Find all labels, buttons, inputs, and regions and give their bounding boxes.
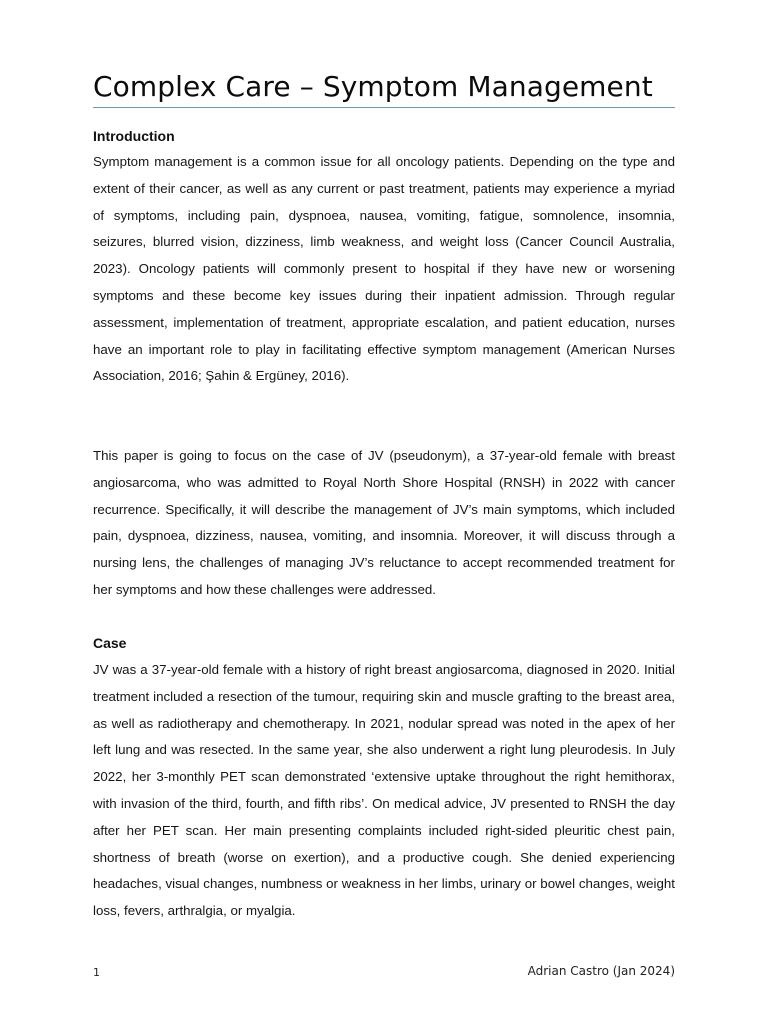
document-title: Complex Care – Symptom Management (93, 70, 653, 103)
page-number: 1 (93, 966, 100, 979)
document-page (93, 0, 675, 1024)
introduction-heading: Introduction (93, 128, 175, 144)
footer-author: Adrian Castro (Jan 2024) (527, 964, 675, 978)
title-underline (93, 107, 675, 108)
case-heading: Case (93, 635, 127, 651)
case-paragraph-1: JV was a 37-year-old female with a history of right breast angiosarcoma, diagnosed in 2020. Initial treatment included a resection of the tumour, requiring skin and muscle grafting to the breast area, as well as radiotherapy and chemotherapy. In 2021, nodular spread was noted in the apex of her left lung and was resected. In the same year, she also underwent a right lung pleurodesis. In July 2022, her 3-monthly PET scan demonstrated ‘extensive uptake throughout the right hemithorax, with invasion of the third, fourth, and fifth ribs’. On medical advice, JV presented to RNSH the day after her PET scan. Her main presenting complaints included right-sided pleuritic chest pain, shortness of breath (worse on exertion), and a productive cough. She denied experiencing headaches, visual changes, numbness or weakness in her limbs, urinary or bowel changes, weight loss, fevers, arthralgia, or myalgia. (93, 662, 675, 919)
introduction-paragraph-1: Symptom management is a common issue for all oncology patients. Depending on the type and extent of their cancer, as well as any current or past treatment, patients may experience a myriad of symptoms, including pain, dyspnoea, nausea, vomiting, fatigue, somnolence, insomnia, seizures, blurred vision, dizziness, limb weakness, and weight loss (Cancer Council Australia, 2023). Oncology patients will commonly present to hospital if they have new or worsening symptoms and these become key issues during their inpatient admission. Through regular assessment, implementation of treatment, appropriate escalation, and patient education, nurses have an important role to play in facilitating effective symptom management (American Nurses Association, 2016; Şahin & Ergüney, 2016). (93, 154, 675, 384)
introduction-paragraph-2: This paper is going to focus on the case of JV (pseudonym), a 37-year-old female with breast angiosarcoma, who was admitted to Royal North Shore Hospital (RNSH) in 2022 with cancer recurrence. Specifically, it will describe the management of JV’s main symptoms, which included pain, dyspnoea, dizziness, nausea, vomiting, and insomnia. Moreover, it will discuss through a nursing lens, the challenges of managing JV’s reluctance to accept recommended treatment for her symptoms and how these challenges were addressed. (93, 448, 675, 597)
